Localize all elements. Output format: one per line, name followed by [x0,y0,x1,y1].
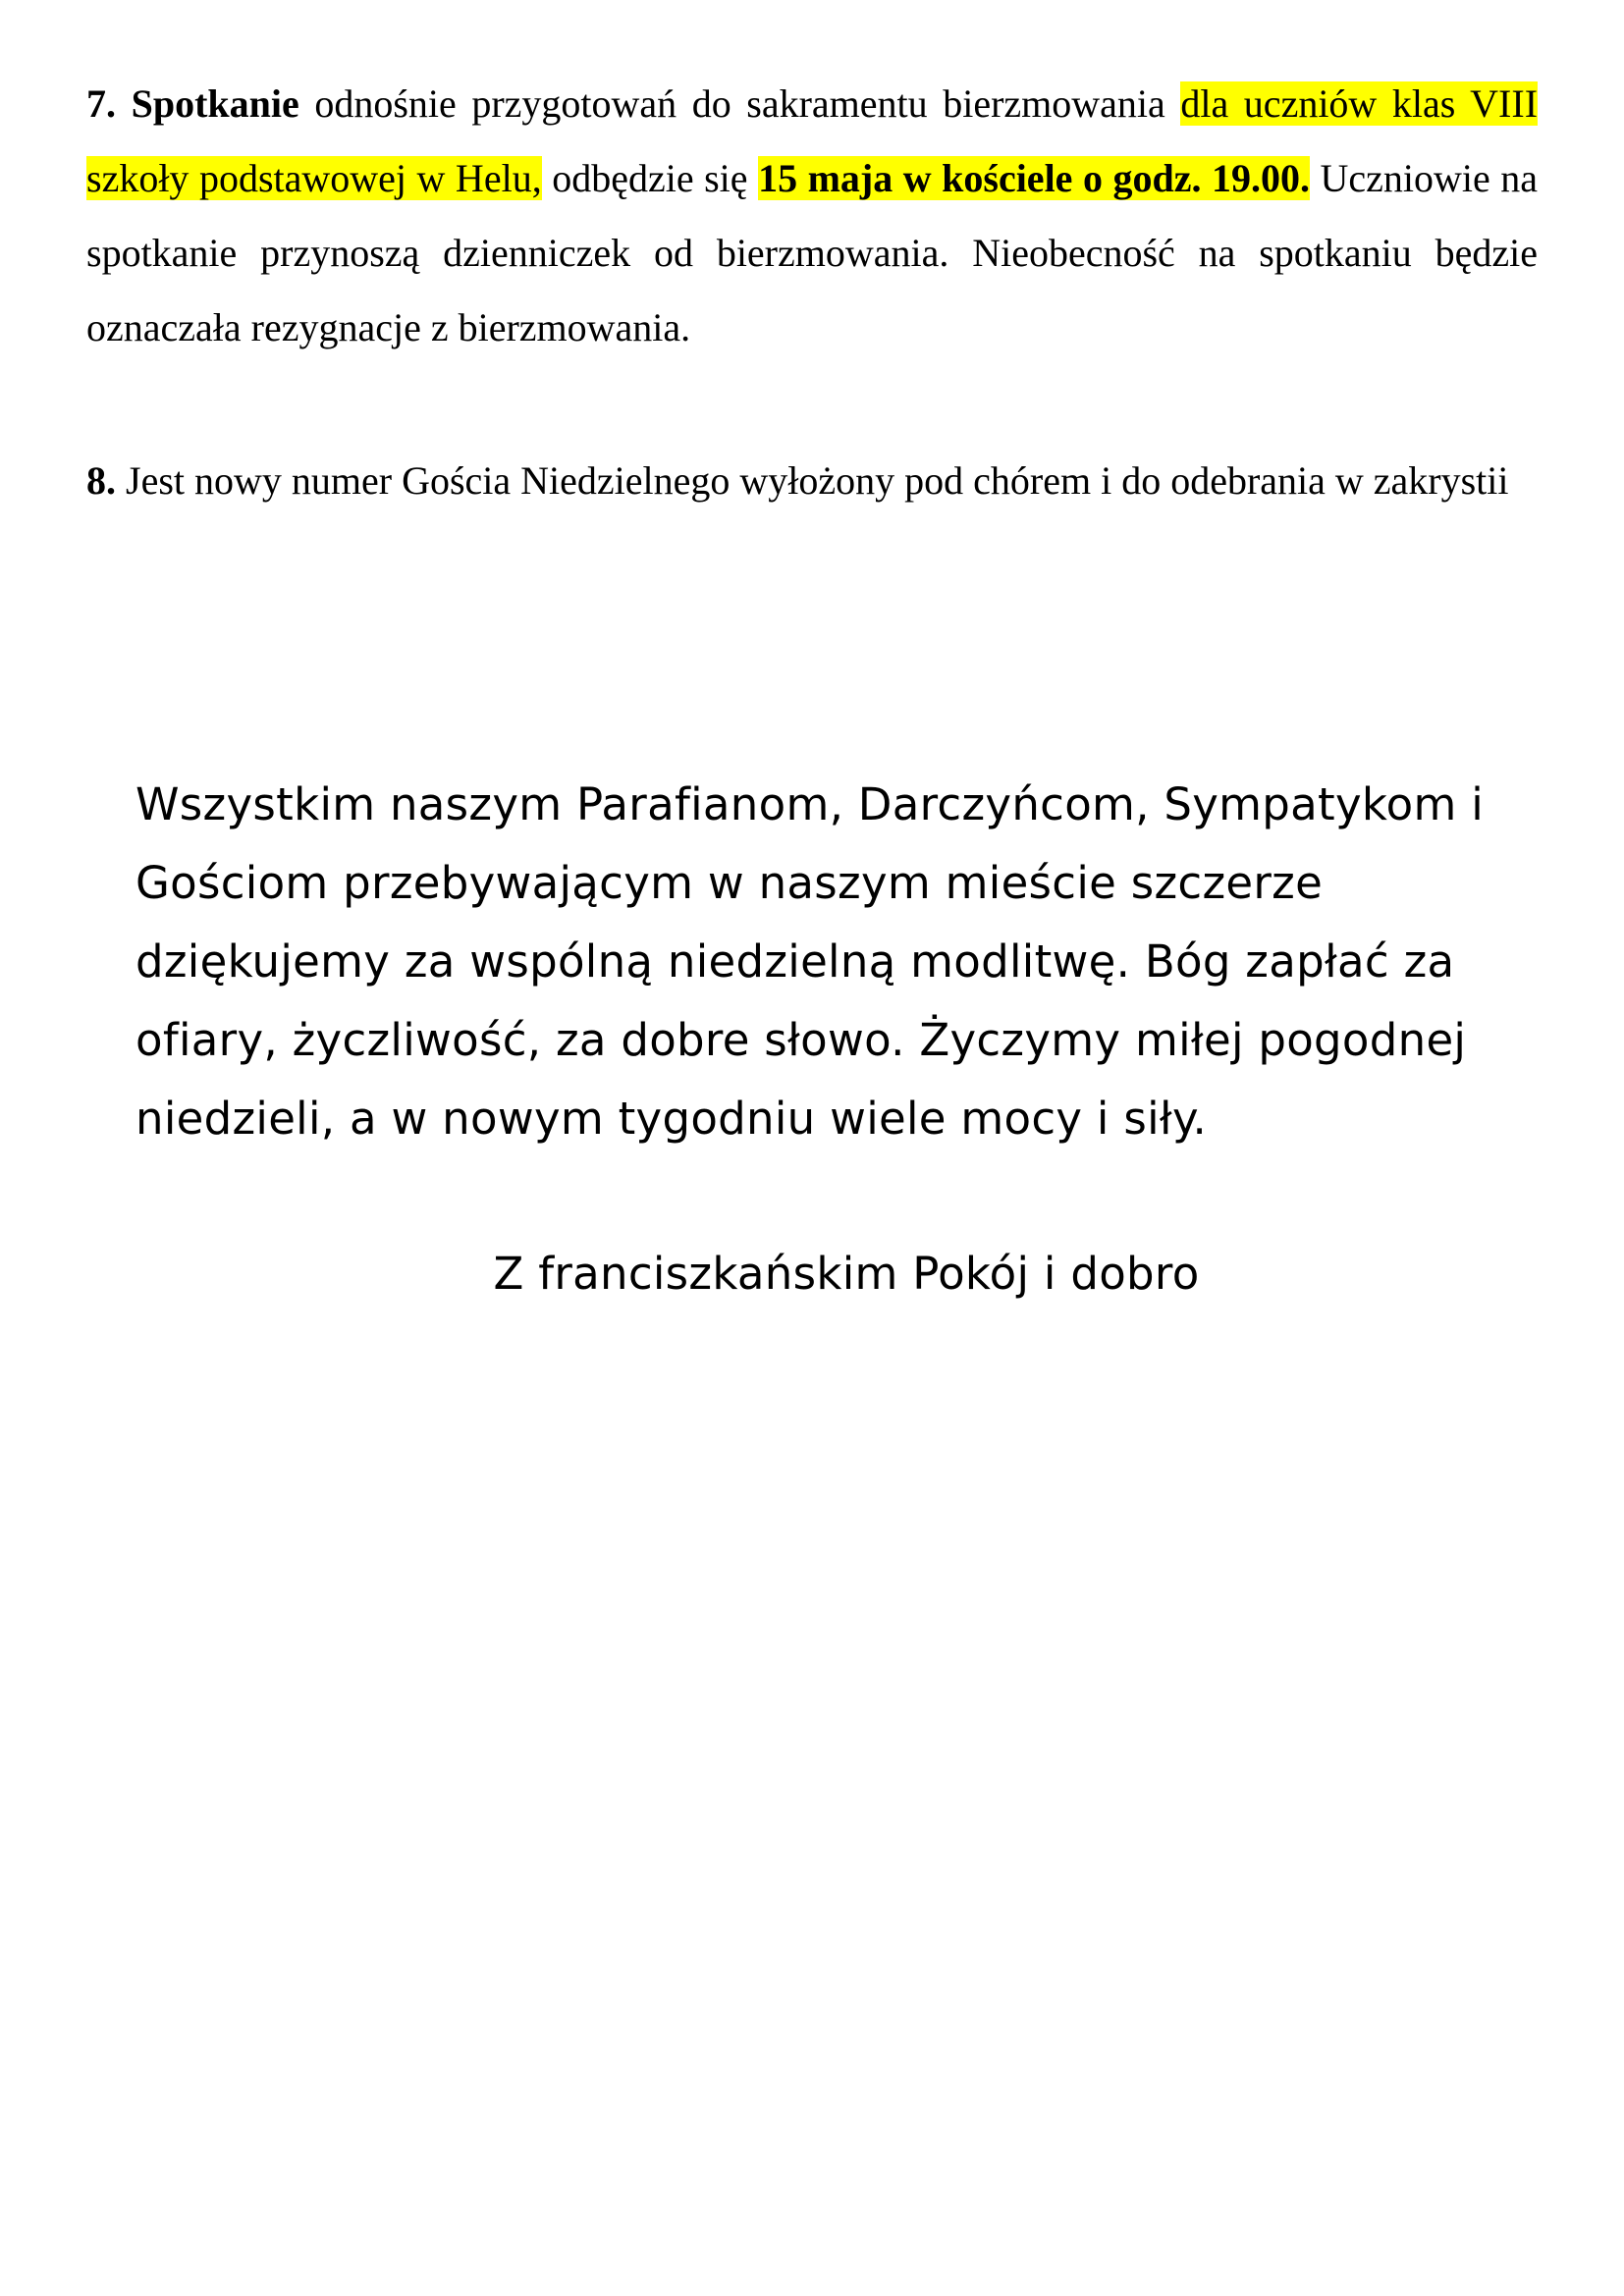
announcement-text: Uczniowie na spotkanie przynoszą dzienniczek od bierzmowania. Nieobecność na spotkaniu będzie oznaczała rezygnacje z bierzmowania. [86,156,1539,349]
highlighted-audience: dla uczniów klas VIII szkoły podstawowej w Helu, [86,81,1539,200]
announcement-text: odnośnie przygotowań do sakramentu bierzmowania [298,81,1181,126]
announcement-8 [86,444,1538,518]
announcement-text: odbędzie się [541,156,759,200]
closing-message: Wszystkim naszym Parafianom, Darczyńcom, Sympatykom i Gościom przebywającym w naszym mieście szczerze dziękujemy za wspólną niedzielną modlitwę. Bóg zapłać za ofiary, życzliwość, za dobre słowo. Życzymy miłej pogodnej niedzieli, a w nowym tygodniu wiele mocy i siły. [135,778,1485,1145]
announcement-title: Spotkanie [131,81,299,126]
announcement-number: 8. [86,458,116,503]
announcement-7 [86,67,1538,365]
announcement-text: Jest nowy numer Gościa Niedzielnego wyłożony pod chórem i do odebrania w zakrystii [116,458,1509,503]
closing-signature: Z franciszkańskim Pokój i dobro [493,1248,1200,1300]
announcement-number: 7. [86,81,116,126]
highlighted-date-time: 15 maja w kościele o godz. 19.00. [758,156,1310,200]
